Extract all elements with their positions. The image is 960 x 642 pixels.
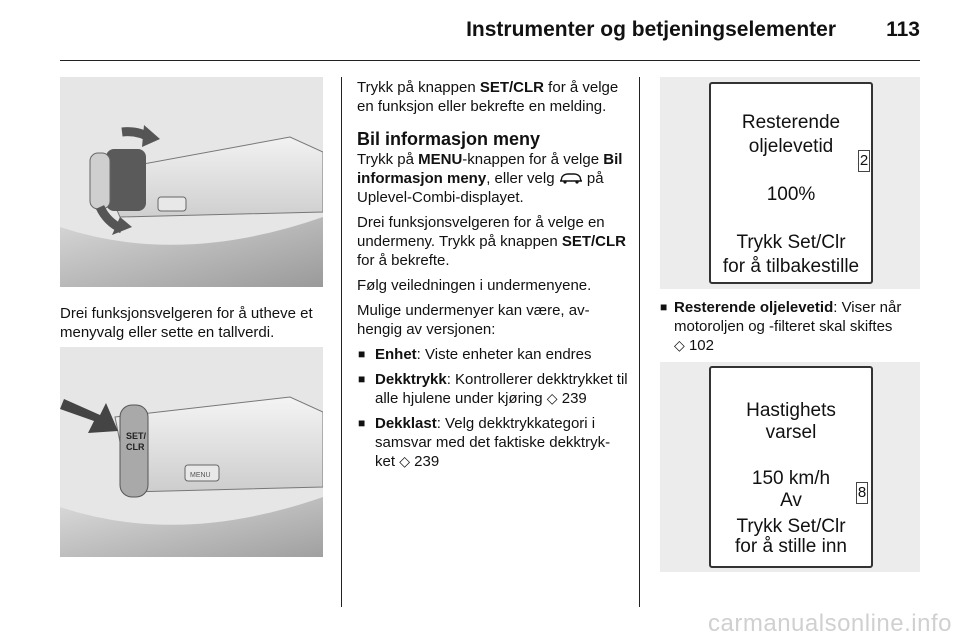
column-divider-left [341,77,342,607]
paragraph-confirm: Trykk på knappen SET/CLR for å velge en funksjon eller bekrefte en melding. [357,79,619,115]
page-header-title: Instrumenter og betjeningselementer [466,18,836,41]
clr-label: CLR [126,442,145,452]
page-reference-icon: ◇ [399,453,410,469]
column-divider-right [639,77,640,607]
turn-signal-lever-rotate-icon [60,77,323,287]
page-reference-icon: ◇ [546,390,558,406]
paragraph-menu: Trykk på MENU-knappen for å velge Bil informasjon meny, eller velg på Uplevel-Combi-displayet. [357,151,623,206]
list-item: ■ Enhet: Viste enheter kan endres [358,346,592,363]
callout-number: 2 [858,150,870,172]
paragraph-follow: Følg veiledningen i undermenyene. [357,277,592,294]
middle-column [357,78,629,477]
display-screen-oil: Resterende oljelevetid 100% Trykk Set/Clr for å tilbakestille [709,82,873,284]
paragraph-possible: Mulige undermenyer kan være, av- hengig av versjonen: [357,302,590,338]
page-number: 113 [886,18,920,41]
set-label: SET/ [126,431,147,441]
display-panel-oil [660,77,920,289]
lever-rotate-photo [60,77,323,287]
menu-label: MENU [190,472,211,479]
turn-signal-lever-press-icon [60,347,323,557]
display-panel-speed [660,362,920,572]
section-heading: Bil informasjon meny [357,129,541,149]
watermark: carmanualsonline.info [708,610,952,637]
photo-caption: Drei funksjonsvelgeren for å utheve et menyvalg eller sette en tallverdi. [60,305,313,341]
submenu-list [357,345,629,471]
callout-number: 8 [856,482,868,504]
list-item: ■ Dekktrykk: Kontrollerer dekktrykket til alle hjulene under kjøring ◇ 239 [358,371,628,407]
car-icon [559,172,583,184]
list-item: ■ Dekklast: Velg dekktrykkategori i samsvar med det faktiske dekktryk- ket ◇ 239 [358,415,611,470]
lever-press-photo [60,347,323,557]
list-item: ■ Resterende oljelevetid: Viser når motoroljen og -filteret skal skiftes ◇ 102 [660,299,902,354]
right-item [660,298,922,355]
paragraph-submenu: Drei funksjonsvelgeren for å velge en undermeny. Trykk på knappen SET/CLR for å bekrefte. [357,214,627,269]
header-rule [60,60,920,61]
page-reference-icon: ◇ [674,337,685,353]
display-screen-speed: Hastighets varsel 150 km/h Av Trykk Set/Clr for å stille inn [709,366,873,568]
